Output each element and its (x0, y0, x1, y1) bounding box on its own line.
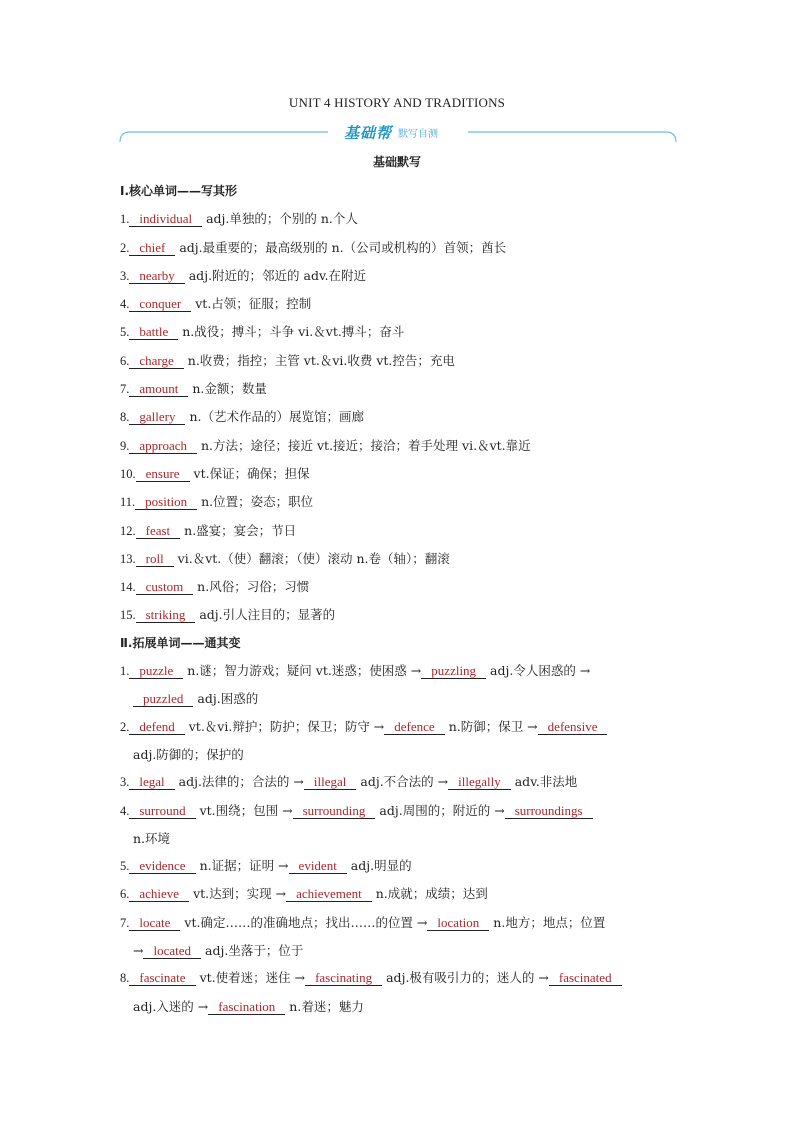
answer-blank: legal (129, 774, 174, 790)
item-number: 4. (120, 297, 130, 312)
list-item (120, 964, 680, 992)
answer-blank: puzzling (421, 663, 486, 679)
page-title: UNIT 4 HISTORY AND TRADITIONS (288, 95, 506, 110)
answer-blank: fascination (208, 999, 285, 1015)
list-item (120, 290, 680, 318)
item-definition: n.地方；地点；位置 (493, 914, 606, 930)
list-item (120, 318, 680, 346)
answer-blank: achieve (129, 886, 189, 902)
item-definition: vt.达到；实现 → (193, 886, 287, 902)
worksheet-content (120, 178, 680, 1020)
answer-blank: achievement (286, 886, 372, 902)
list-item (120, 797, 680, 825)
item-definition: vt.＆vi.辩护；防护；保卫；防守 → (188, 718, 385, 734)
item-number: 1. (120, 664, 130, 679)
list-item (120, 880, 680, 908)
answer-blank: striking (136, 607, 196, 623)
item-number: 5. (120, 859, 130, 874)
item-number: 2. (120, 240, 130, 255)
item-definition: n.风俗；习俗；习惯 (197, 579, 310, 595)
answer-blank: surround (129, 803, 195, 819)
item-definition: adj.不合法的 → (360, 774, 449, 790)
item-definition: vi.＆vt.（使）翻滚；（使）滚动 n.卷（轴）；翻滚 (177, 550, 450, 566)
answer-blank: puzzle (129, 663, 183, 679)
item-definition: vt.占领；征服；控制 (195, 296, 312, 312)
answer-blank: gallery (129, 409, 185, 425)
item-definition: vt.围绕；包围 → (199, 802, 293, 818)
banner-badge (336, 122, 446, 142)
section-heading: 基础默写 (372, 155, 421, 169)
answer-blank: charge (129, 353, 183, 369)
item-number: 6. (120, 887, 130, 902)
item-definition: adv.非法地 (514, 774, 578, 790)
item-definition: n.环境 (133, 830, 171, 846)
item-definition: n.防御；保卫 → (448, 718, 538, 734)
answer-blank: approach (129, 438, 197, 454)
answer-blank: feast (136, 523, 181, 539)
item-definition: adj.入迷的 → (133, 998, 209, 1014)
part2-heading: Ⅱ.拓展单词——通其变 (120, 635, 241, 650)
section-banner (118, 120, 678, 146)
item-number: 3. (120, 268, 130, 283)
answer-blank: position (135, 494, 197, 510)
answer-blank: locate (129, 915, 180, 931)
item-definition: n.位置；姿态；职位 (201, 494, 314, 510)
item-definition: n.方法；途径；接近 vt.接近；接洽；着手处理 vi.＆vt.靠近 (201, 437, 531, 453)
item-definition: adj.困惑的 (197, 691, 259, 707)
list-item-continued (120, 741, 680, 768)
list-item (120, 573, 680, 601)
item-definition: n.战役；搏斗；斗争 vi.＆vt.搏斗；奋斗 (182, 324, 405, 340)
item-number: 13. (120, 551, 136, 566)
item-definition: adj.周围的；附近的 → (379, 802, 505, 818)
answer-blank: illegally (448, 774, 511, 790)
answer-blank: custom (136, 579, 194, 595)
answer-blank: fascinate (129, 970, 195, 986)
answer-blank: illegal (304, 774, 357, 790)
item-number: 14. (120, 580, 136, 595)
item-number: 12. (120, 523, 136, 538)
answer-blank: nearby (129, 268, 184, 284)
list-item (120, 262, 680, 290)
part1-heading: Ⅰ.核心单词——写其形 (120, 184, 238, 198)
answer-blank: location (427, 915, 489, 931)
item-definition: n.成就；成绩；达到 (375, 886, 488, 902)
item-number: 2. (120, 719, 130, 734)
item-number: 10. (120, 466, 136, 481)
list-item (120, 545, 680, 573)
item-definition: adj.引人注目的；显著的 (199, 607, 336, 623)
list-item (120, 375, 680, 403)
list-item (120, 488, 680, 516)
banner-sub-text: 默写自测 (398, 128, 439, 140)
item-definition: vt.确定……的准确地点；找出……的位置 → (184, 914, 428, 930)
item-definition: adj.单独的；个别的 n.个人 (206, 211, 358, 227)
answer-blank: fascinating (305, 970, 382, 986)
list-item (120, 852, 680, 880)
answer-blank: defence (384, 719, 444, 735)
answer-blank: amount (129, 381, 188, 397)
list-item (120, 601, 680, 629)
item-definition: adj.法律的；合法的 → (178, 774, 304, 790)
item-definition: adj.附近的；邻近的 adv.在附近 (188, 267, 367, 283)
answer-blank: conquer (129, 296, 191, 312)
item-number: 3. (120, 775, 130, 790)
list-item (120, 713, 680, 741)
list-item (120, 347, 680, 375)
answer-blank: located (143, 943, 201, 959)
answer-blank: battle (129, 324, 178, 340)
list-item (120, 909, 680, 937)
list-item (120, 403, 680, 431)
answer-blank: individual (129, 211, 202, 227)
item-definition: adj.防御的；保护的 (133, 746, 244, 762)
list-item (120, 517, 680, 545)
item-number: 4. (120, 803, 130, 818)
answer-blank: defend (129, 719, 184, 735)
item-definition: n.谜；智力游戏；疑问 vt.迷惑；使困惑 → (187, 663, 422, 679)
answer-blank: fascinated (549, 970, 622, 986)
item-number: 8. (120, 410, 130, 425)
item-definition: n.着迷；魅力 (289, 998, 364, 1014)
answer-blank: chief (129, 240, 175, 256)
item-definition: n.证据；证明 → (199, 858, 289, 874)
item-definition: n.收费；指控；主管 vt.＆vi.收费 vt.控告；充电 (187, 352, 455, 368)
answer-blank: puzzled (133, 691, 193, 707)
list-item (120, 205, 680, 233)
answer-blank: roll (136, 551, 174, 567)
item-definition: adj.坐落于；位于 (205, 943, 304, 959)
item-definition: adj.极有吸引力的；迷人的 → (386, 970, 549, 986)
item-definition: n.盛宴；宴会；节日 (184, 522, 297, 538)
list-item (120, 432, 680, 460)
list-item-continued (120, 825, 680, 852)
item-definition: adj.最重要的；最高级别的 n.（公司或机构的）首领；酋长 (179, 239, 507, 255)
item-number: 7. (120, 915, 130, 930)
item-number: 1. (120, 212, 130, 227)
item-number: 11. (120, 495, 136, 510)
list-item (120, 657, 680, 685)
item-definition: vt.保证；确保；担保 (193, 465, 310, 481)
item-definition: n.（艺术作品的）展览馆；画廊 (189, 409, 364, 425)
list-item-continued: → located adj.坐落于；位于 (133, 943, 304, 959)
answer-blank: defensive (538, 719, 608, 735)
item-definition: n.金额；数量 (192, 381, 267, 397)
list-item-continued (120, 993, 680, 1020)
item-definition: adj.令人困惑的 → (490, 663, 591, 679)
item-number: 6. (120, 353, 130, 368)
list-item (120, 234, 680, 262)
answer-blank: ensure (136, 466, 190, 482)
answer-blank: evident (289, 858, 347, 874)
item-definition: vt.使着迷；迷住 → (199, 970, 306, 986)
item-number: 7. (120, 382, 130, 397)
banner-main-text: 基础帮 (344, 123, 393, 142)
list-item-continued (120, 685, 680, 712)
answer-blank: surrounding (293, 803, 376, 819)
answer-blank: surroundings (505, 803, 593, 819)
answer-blank: evidence (129, 858, 195, 874)
item-definition: adj.明显的 (350, 858, 412, 874)
list-item (120, 460, 680, 488)
item-number: 9. (120, 438, 130, 453)
item-number: 5. (120, 325, 130, 340)
list-item (120, 768, 680, 796)
item-number: 15. (120, 608, 136, 623)
item-number: 8. (120, 971, 130, 986)
